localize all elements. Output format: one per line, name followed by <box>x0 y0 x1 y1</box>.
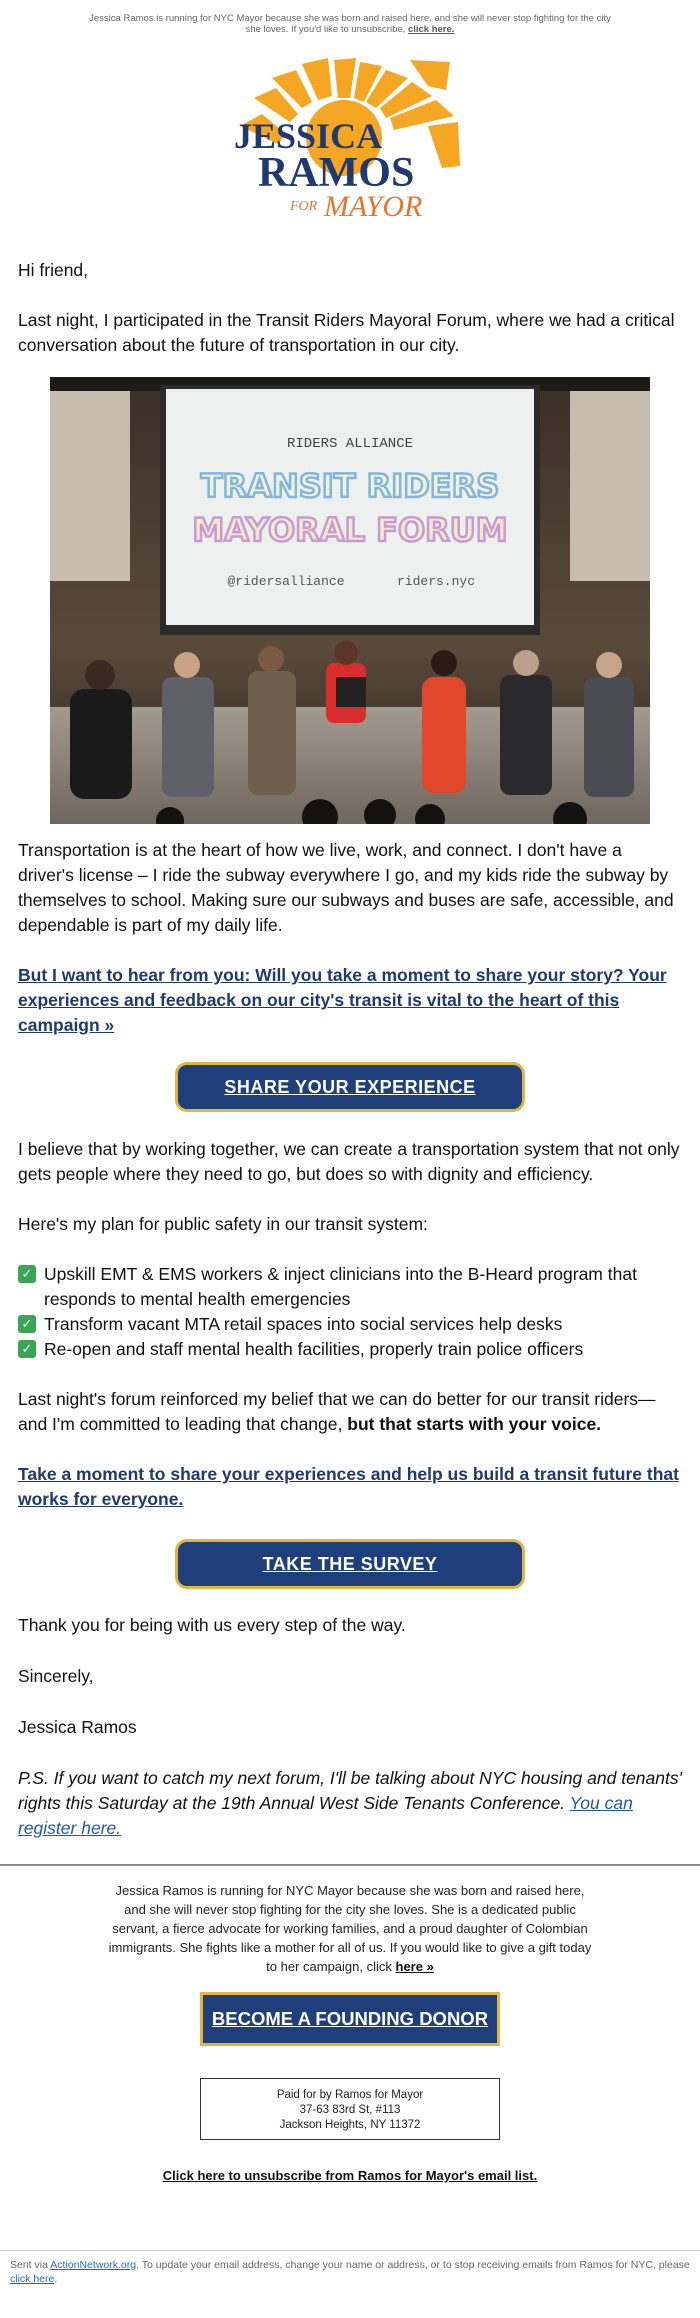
plan-item <box>18 1262 682 1312</box>
plan-item-text: Re-open and staff mental health facilities, properly train police officers <box>44 1339 584 1359</box>
signoff: Sincerely, <box>18 1666 94 1686</box>
footer-bio-text: Jessica Ramos is running for NYC Mayor because she was born and raised here, and she will never stop fighting for the city she loves. She is a dedicated public servant, a fierce advocate for working families, and a proud daughter of Colombian immigrants. She fights like a mother for all of us. If you would like to give a gift today to her campaign, click <box>108 1883 592 1974</box>
register-link[interactable]: You can register here. <box>18 1793 633 1838</box>
paid-for-address-line: 37-63 83rd St, #113 <box>299 2104 401 2116</box>
screen-handle: @ridersalliance <box>227 574 345 589</box>
transportation-paragraph: Transportation is at the heart of how we live, work, and connect. I don't have a driver's license – I ride the subway everywhere I go, and my kids ride the subway by themselves to school. Making sure our subways and buses are safe, accessible, and dependable is part of my daily life. <box>18 840 674 935</box>
campaign-logo <box>232 56 468 224</box>
greeting: Hi friend, <box>18 260 89 280</box>
share-experience-button[interactable]: SHARE YOUR EXPERIENCE <box>175 1062 525 1112</box>
logo-for: FOR <box>290 199 318 214</box>
unsubscribe-link[interactable]: Click here to unsubscribe from Ramos for Mayor's email list. <box>162 2168 538 2183</box>
screen-title-1: TRANSIT RIDERS <box>200 467 500 505</box>
plan-item-text: Transform vacant MTA retail spaces into social services help desks <box>44 1314 563 1334</box>
plan-item <box>18 1312 682 1337</box>
thanks-paragraph: Thank you for being with us every step of the way. <box>18 1615 406 1635</box>
screen-site: riders.nyc <box>396 574 476 589</box>
actionnetwork-link[interactable]: ActionNetwork.org <box>50 2259 137 2271</box>
preheader-text: Jessica Ramos is running for NYC Mayor because she was born and raised here, and she will never stop fighting for the city she loves. If you'd like to unsubscribe, <box>89 13 611 35</box>
sent-via-suffix: . <box>54 2273 58 2285</box>
survey-text-link[interactable]: Take a moment to share your experiences and help us build a transit future that works for everyone. <box>18 1464 679 1509</box>
plan-intro: Here's my plan for public safety in our transit system: <box>18 1214 428 1234</box>
share-story-link[interactable]: But I want to hear from you: Will you take a moment to share your story? Your experiences and feedback on our city's transit is vital to the heart of this campaign » <box>18 965 667 1035</box>
take-survey-button[interactable]: TAKE THE SURVEY <box>175 1539 525 1589</box>
sent-via-prefix: Sent via <box>10 2259 48 2271</box>
bottom-divider <box>0 2250 700 2251</box>
forum-photo <box>50 377 650 824</box>
postscript-text: P.S. If you want to catch my next forum, I'll be talking about NYC housing and tenants' rights this Saturday at the 19th Annual West Side Tenants Conference. <box>18 1768 682 1813</box>
screen-title-2: MAYORAL FORUM <box>192 511 508 549</box>
footer-gift-link[interactable]: here » <box>395 1959 434 1974</box>
plan-item-text: Upskill EMT & EMS workers & inject clinicians into the B-Heard program that responds to mental health emergencies <box>44 1264 637 1309</box>
signature: Jessica Ramos <box>18 1717 137 1737</box>
postscript <box>18 1766 682 1841</box>
forum-text: Last night's forum reinforced my belief that we can do better for our transit riders—and I'm committed to leading that change, <box>18 1389 656 1434</box>
logo-ramos: RAMOS <box>258 150 415 196</box>
checkmark-icon: ✓ <box>18 1315 36 1333</box>
preheader <box>85 13 615 35</box>
preheader-unsubscribe-link[interactable]: click here. <box>407 24 455 35</box>
screen-org: RIDERS ALLIANCE <box>286 436 414 452</box>
logo-mayor: MAYOR <box>324 190 423 223</box>
sent-via-text: . To update your email address, change your name or address, or to stop receiving emails from Ramos for NYC, please <box>136 2259 690 2271</box>
founding-donor-button[interactable]: BECOME A FOUNDING DONOR <box>200 1992 500 2046</box>
paid-for-box <box>200 2078 500 2140</box>
logo-jessica: JESSICA <box>234 116 383 156</box>
footer-bio <box>108 1881 592 1976</box>
plan-list <box>18 1262 682 1362</box>
forum-bold-text: but that starts with your voice. <box>347 1414 602 1434</box>
sent-via-notice <box>10 2258 690 2286</box>
paid-for-line: Paid for by Ramos for Mayor <box>276 2089 424 2101</box>
footer-divider <box>0 1864 700 1866</box>
manage-subscription-link[interactable]: click here <box>10 2273 55 2285</box>
together-paragraph: I believe that by working together, we can create a transportation system that not only gets people where they need to go, but does so with dignity and efficiency. <box>18 1139 680 1184</box>
plan-item <box>18 1337 682 1362</box>
checkmark-icon: ✓ <box>18 1265 36 1283</box>
paid-for-city-line: Jackson Heights, NY 11372 <box>279 2119 421 2131</box>
checkmark-icon: ✓ <box>18 1340 36 1358</box>
intro-paragraph: Last night, I participated in the Transit Riders Mayoral Forum, where we had a critical conversation about the future of transportation in our city. <box>18 310 675 355</box>
forum-paragraph <box>18 1387 682 1437</box>
